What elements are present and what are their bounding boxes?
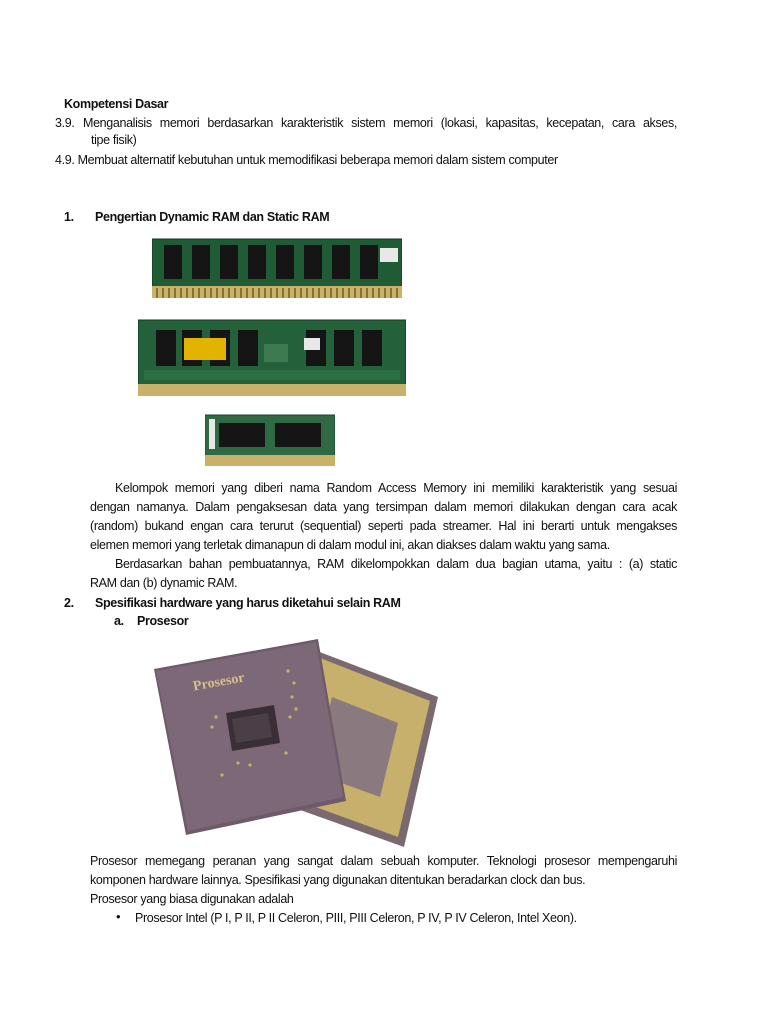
section-2-title: Spesifikasi hardware yang harus diketahui selain RAM [95, 596, 401, 610]
kompetensi-dasar-heading: Kompetensi Dasar [64, 97, 169, 111]
ram-module-dimm-image [138, 318, 406, 400]
section-2-para-line-2: komponen hardware lainnya. Spesifikasi yang digunakan ditentukan beradarkan clock dan bus. [90, 873, 586, 887]
bullet-item-intel: Prosesor Intel (P I, P II, P II Celeron, PIII, PIII Celeron, P IV, P IV Celeron, Intel Xeon). [135, 911, 577, 925]
kd-3-9-line-1: Menganalisis memori berdasarkan karakteristik sistem memori (lokasi, kapasitas, kecepatan, cara akses, [83, 116, 677, 130]
section-1-para-2-line-2: RAM dan (b) dynamic RAM. [90, 576, 238, 590]
kd-3-9-number: 3.9. [55, 116, 75, 130]
section-1-number: 1. [64, 210, 74, 224]
section-1-para-1-line-1: Kelompok memori yang diberi nama Random Access Memory ini memiliki karakteristik yang sesuai [115, 481, 677, 495]
section-2-para-line-3: Prosesor yang biasa digunakan adalah [90, 892, 294, 906]
section-1-para-1-line-2: dengan namanya. Dalam pengaksesan data yang tersimpan dalam memori dilakukan dengan cara acak [90, 500, 677, 514]
section-2-number: 2. [64, 596, 74, 610]
bullet-icon: • [116, 909, 121, 924]
section-1-para-1-line-3: (random) bukand engan cara terurut (sequential) seperti pada streamer. Hal ini berarti untuk mengakses [90, 519, 677, 533]
ram-module-sodimm-image [205, 413, 335, 468]
section-1-title: Pengertian Dynamic RAM dan Static RAM [95, 210, 330, 224]
processor-image [146, 625, 446, 847]
ram-module-simm-image [152, 236, 402, 302]
processor-label: Prosesor [192, 670, 246, 695]
kd-3-9-line-2: tipe fisik) [91, 133, 137, 147]
subsection-a-title: Prosesor [137, 614, 189, 628]
section-2-para-line-1: Prosesor memegang peranan yang sangat dalam sebuah komputer. Teknologi prosesor mempengaruhi [90, 854, 677, 868]
kd-4-9: 4.9. Membuat alternatif kebutuhan untuk memodifikasi beberapa memori dalam sistem computer [55, 153, 558, 167]
subsection-a-letter: a. [114, 614, 124, 628]
section-1-para-1-line-4: elemen memori yang terletak dimanapun di dalam modul ini, akan diakses dalam waktu yang sama. [90, 538, 610, 552]
section-1-para-2-line-1: Berdasarkan bahan pembuatannya, RAM dikelompokkan dalam dua bagian utama, yaitu : (a) static [115, 557, 677, 571]
